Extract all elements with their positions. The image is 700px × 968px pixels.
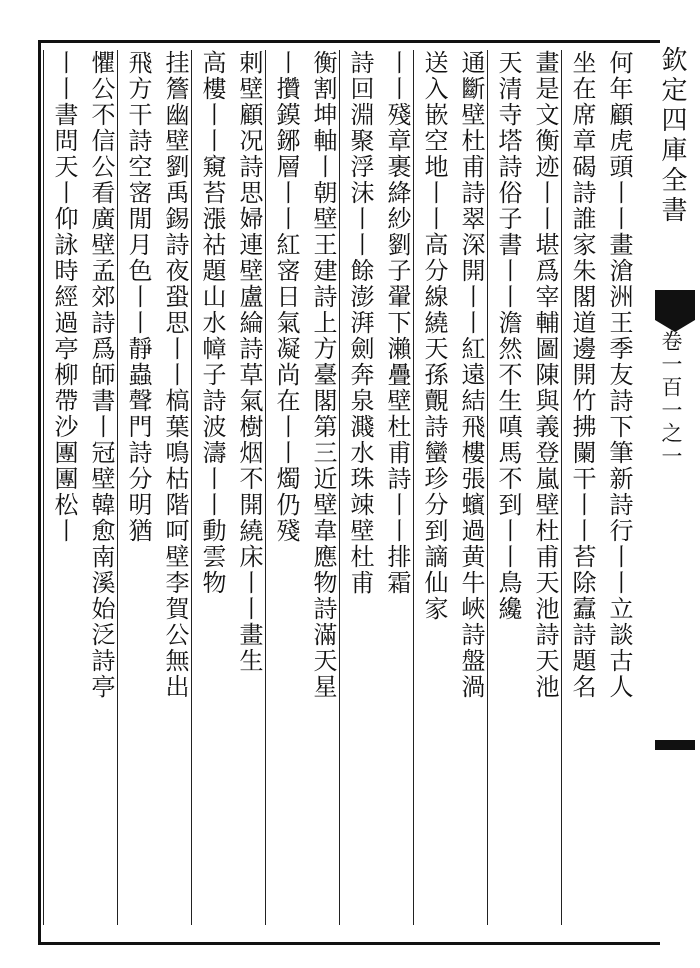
text-column: 衡割坤軸丨朝壁王建詩上方臺閣第三近壁韋應物詩滿天星 [309, 50, 337, 700]
text-column: 通斷壁杜甫詩翠深開丨丨紅遠結飛樓張蠙過黄牛峽詩盤渦 [457, 50, 485, 700]
text-column: 丨丨殘章裹絳紗劉子翬下瀨疊壁杜甫詩丨丨排霜 [383, 50, 411, 596]
text-column: 飛方干詩空宻閒月色丨丨靜蟲聲門詩分明猶 [124, 50, 152, 544]
text-column: 剌壁顧况詩思婦連壁盧綸詩草氣樹烟不開繞床丨丨畫生 [235, 50, 263, 674]
text-column: 挂簷幽壁劉禹錫詩夜蛩思丨丨槁葉鳴枯階呵壁李賀公無出 [161, 50, 189, 700]
text-column: 懼公不信公看廣壁孟郊詩爲師書丨冠壁韓愈南溪始泛詩亭 [87, 50, 115, 700]
text-column: 高樓丨丨窺苔漲祜題山水幛子詩波濤丨丨動雲物 [198, 50, 226, 596]
margin-bar [655, 740, 695, 750]
text-column: 坐在席章碣詩誰家朱閣道邊開竹拂闌干丨丨苔除蠧詩題名 [568, 50, 596, 700]
text-column: 何年顧虎頭丨丨畫滄洲王季友詩下筆新詩行丨丨立談古人 [605, 50, 633, 700]
margin-volume: 卷一百一之一 [659, 330, 683, 468]
margin-book-title: 欽定四庫全書 [657, 46, 687, 226]
fishtail-mark [655, 290, 695, 320]
text-column: 天清寺塔詩俗子書丨丨澹然不生嗔馬不到丨丨鳥纔 [494, 50, 522, 622]
column-rule [43, 50, 44, 925]
text-column: 丨攢鏌鋣層丨丨紅宻日氣凝尚在丨丨燭仍殘 [272, 50, 300, 544]
text-column: 詩回淵聚浮沫丨丨餘澎湃劍奔泉濺水珠竦壁杜甫 [346, 50, 374, 596]
text-column: 送入嵌空地丨丨高分線繞天孫覿詩蠻珍分到謫仙家 [420, 50, 448, 622]
text-column: 畫是文衡迹丨丨堪爲宰輔圖陳與義登嵐壁杜甫天池詩天池 [531, 50, 559, 700]
text-column: 丨丨書問天丨仰詠時經過亭柳帶沙團團松丨 [50, 50, 78, 544]
